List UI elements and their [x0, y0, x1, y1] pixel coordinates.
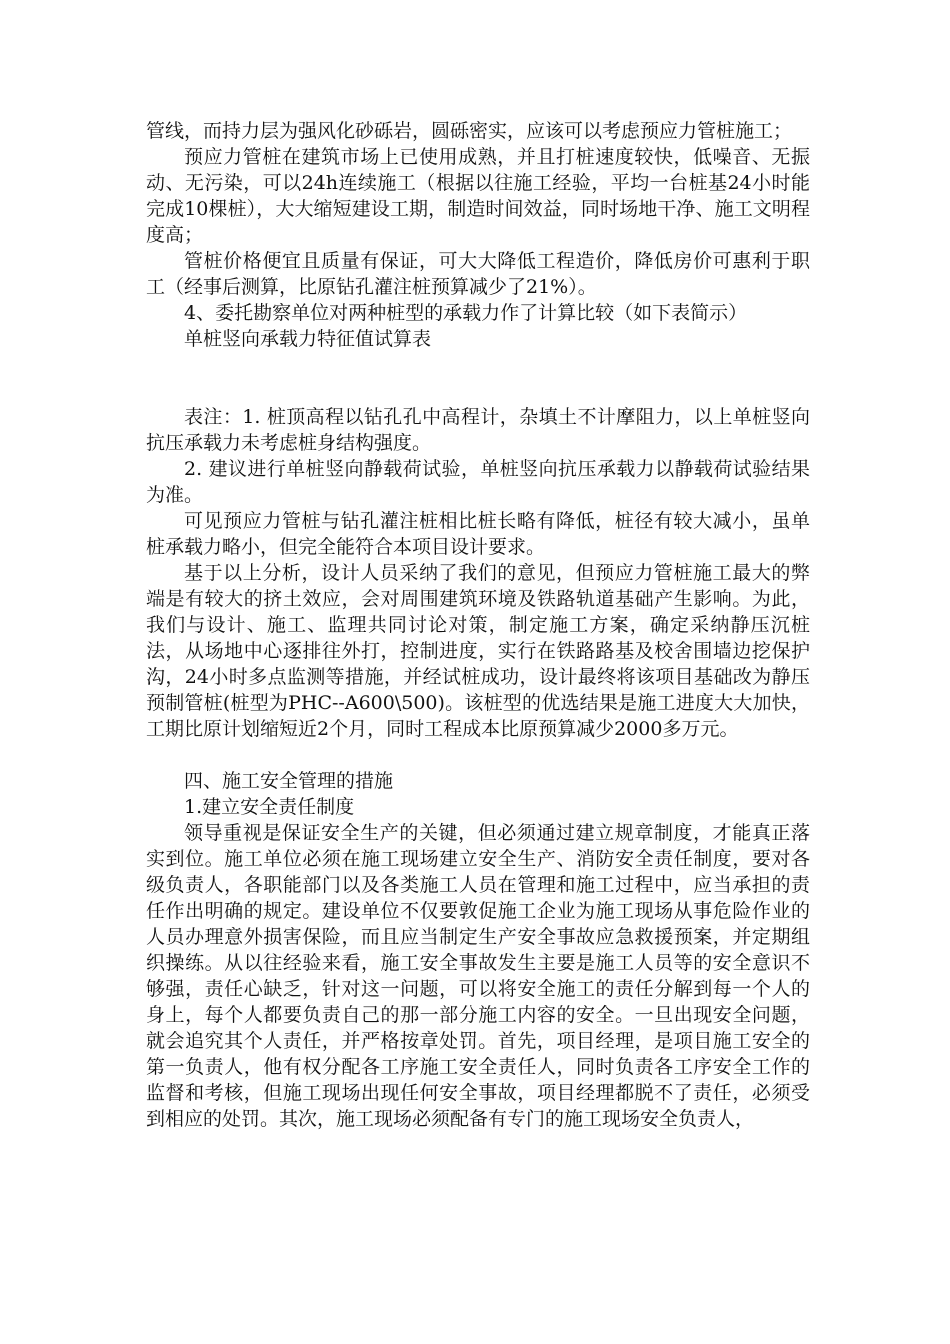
paragraph-bearing-capacity-comparison: 4、委托勘察单位对两种桩型的承载力作了计算比较（如下表简示） [184, 302, 748, 324]
table-placeholder-space [146, 352, 810, 404]
table-title: 单桩竖向承载力特征值试算表 [184, 328, 432, 350]
document-body [146, 118, 810, 1132]
paragraph-safety-responsibility: 领导重视是保证安全生产的关键，但必须通过建立规章制度，才能真正落实到位。施工单位必须在施工现场建立安全生产、消防安全责任制度，要对各级负责人，各职能部门以及各类施工人员在管理和施工过程中，应当承担的责任作出明确的规定。建设单位不仅要敦促施工企业为施工现场从事危险作业的人员办理意外损害保险，而且应当制定生产安全事故应急救援预案，并定期组织操练。从以往经验来看，施工安全事故发生主要是施工人员等的安全意识不够强，责任心缺乏，针对这一问题，可以将安全施工的责任分解到每一个人的身上，每个人都要负责自己的那一部分施工内容的安全。一旦出现安全问题，就会追究其个人责任，并严格按章处罚。首先，项目经理，是项目施工安全的第一负责人，他有权分配各工序施工安全责任人，同时负责各工序安全工作的监督和考核，但施工现场出现任何安全事故，项目经理都脱不了责任，必须受到相应的处罚。其次，施工现场必须配备有专门的施工现场安全负责人， [146, 822, 810, 1130]
paragraph-pipe-pile-cost: 管桩价格便宜且质量有保证，可大大降低工程造价，降低房价可惠利于职工（经事后测算，比原钻孔灌注桩预算减少了21%）。 [146, 250, 810, 298]
paragraph-pipe-pile-consideration: 管线，而持力层为强风化砂砾岩，圆砾密实，应该可以考虑预应力管桩施工； [146, 120, 793, 142]
table-note-1: 表注：1. 桩顶高程以钻孔孔中高程计，杂填土不计摩阻力，以上单桩竖向抗压承载力未考虑桩身结构强度。 [146, 406, 810, 454]
paragraph-pipe-pile-advantages: 预应力管桩在建筑市场上已使用成熟，并且打桩速度较快，低噪音、无振动、无污染，可以24h连续施工（根据以往施工经验，平均一台桩基24小时能完成10棵桩），大大缩短建设工期，制造时间效益，同时场地干净、施工文明程度高； [146, 146, 810, 246]
subheading-safety-responsibility: 1.建立安全责任制度 [184, 796, 355, 818]
table-note-2: 2. 建议进行单桩竖向静载荷试验，单桩竖向抗压承载力以静载荷试验结果为准。 [146, 458, 810, 506]
section-heading-safety-measures: 四、施工安全管理的措施 [184, 770, 394, 792]
paragraph-comparison-result: 可见预应力管桩与钻孔灌注桩相比桩长略有降低，桩径有较大减小，虽单桩承载力略小，但完全能符合本项目设计要求。 [146, 510, 810, 558]
section-spacer [146, 742, 810, 768]
paragraph-design-adoption: 基于以上分析，设计人员采纳了我们的意见，但预应力管桩施工最大的弊端是有较大的挤土效应，会对周围建筑环境及铁路轨道基础产生影响。为此，我们与设计、施工、监理共同讨论对策，制定施工方案，确定采纳静压沉桩法，从场地中心逐排往外打，控制进度，实行在铁路路基及校舍围墙边挖保护沟，24小时多点监测等措施，并经试桩成功，设计最终将该项目基础改为静压预制管桩(桩型为PHC--A600\500)。该桩型的优选结果是施工进度大大加快，工期比原计划缩短近2个月，同时工程成本比原预算减少2000多万元。 [146, 562, 810, 740]
